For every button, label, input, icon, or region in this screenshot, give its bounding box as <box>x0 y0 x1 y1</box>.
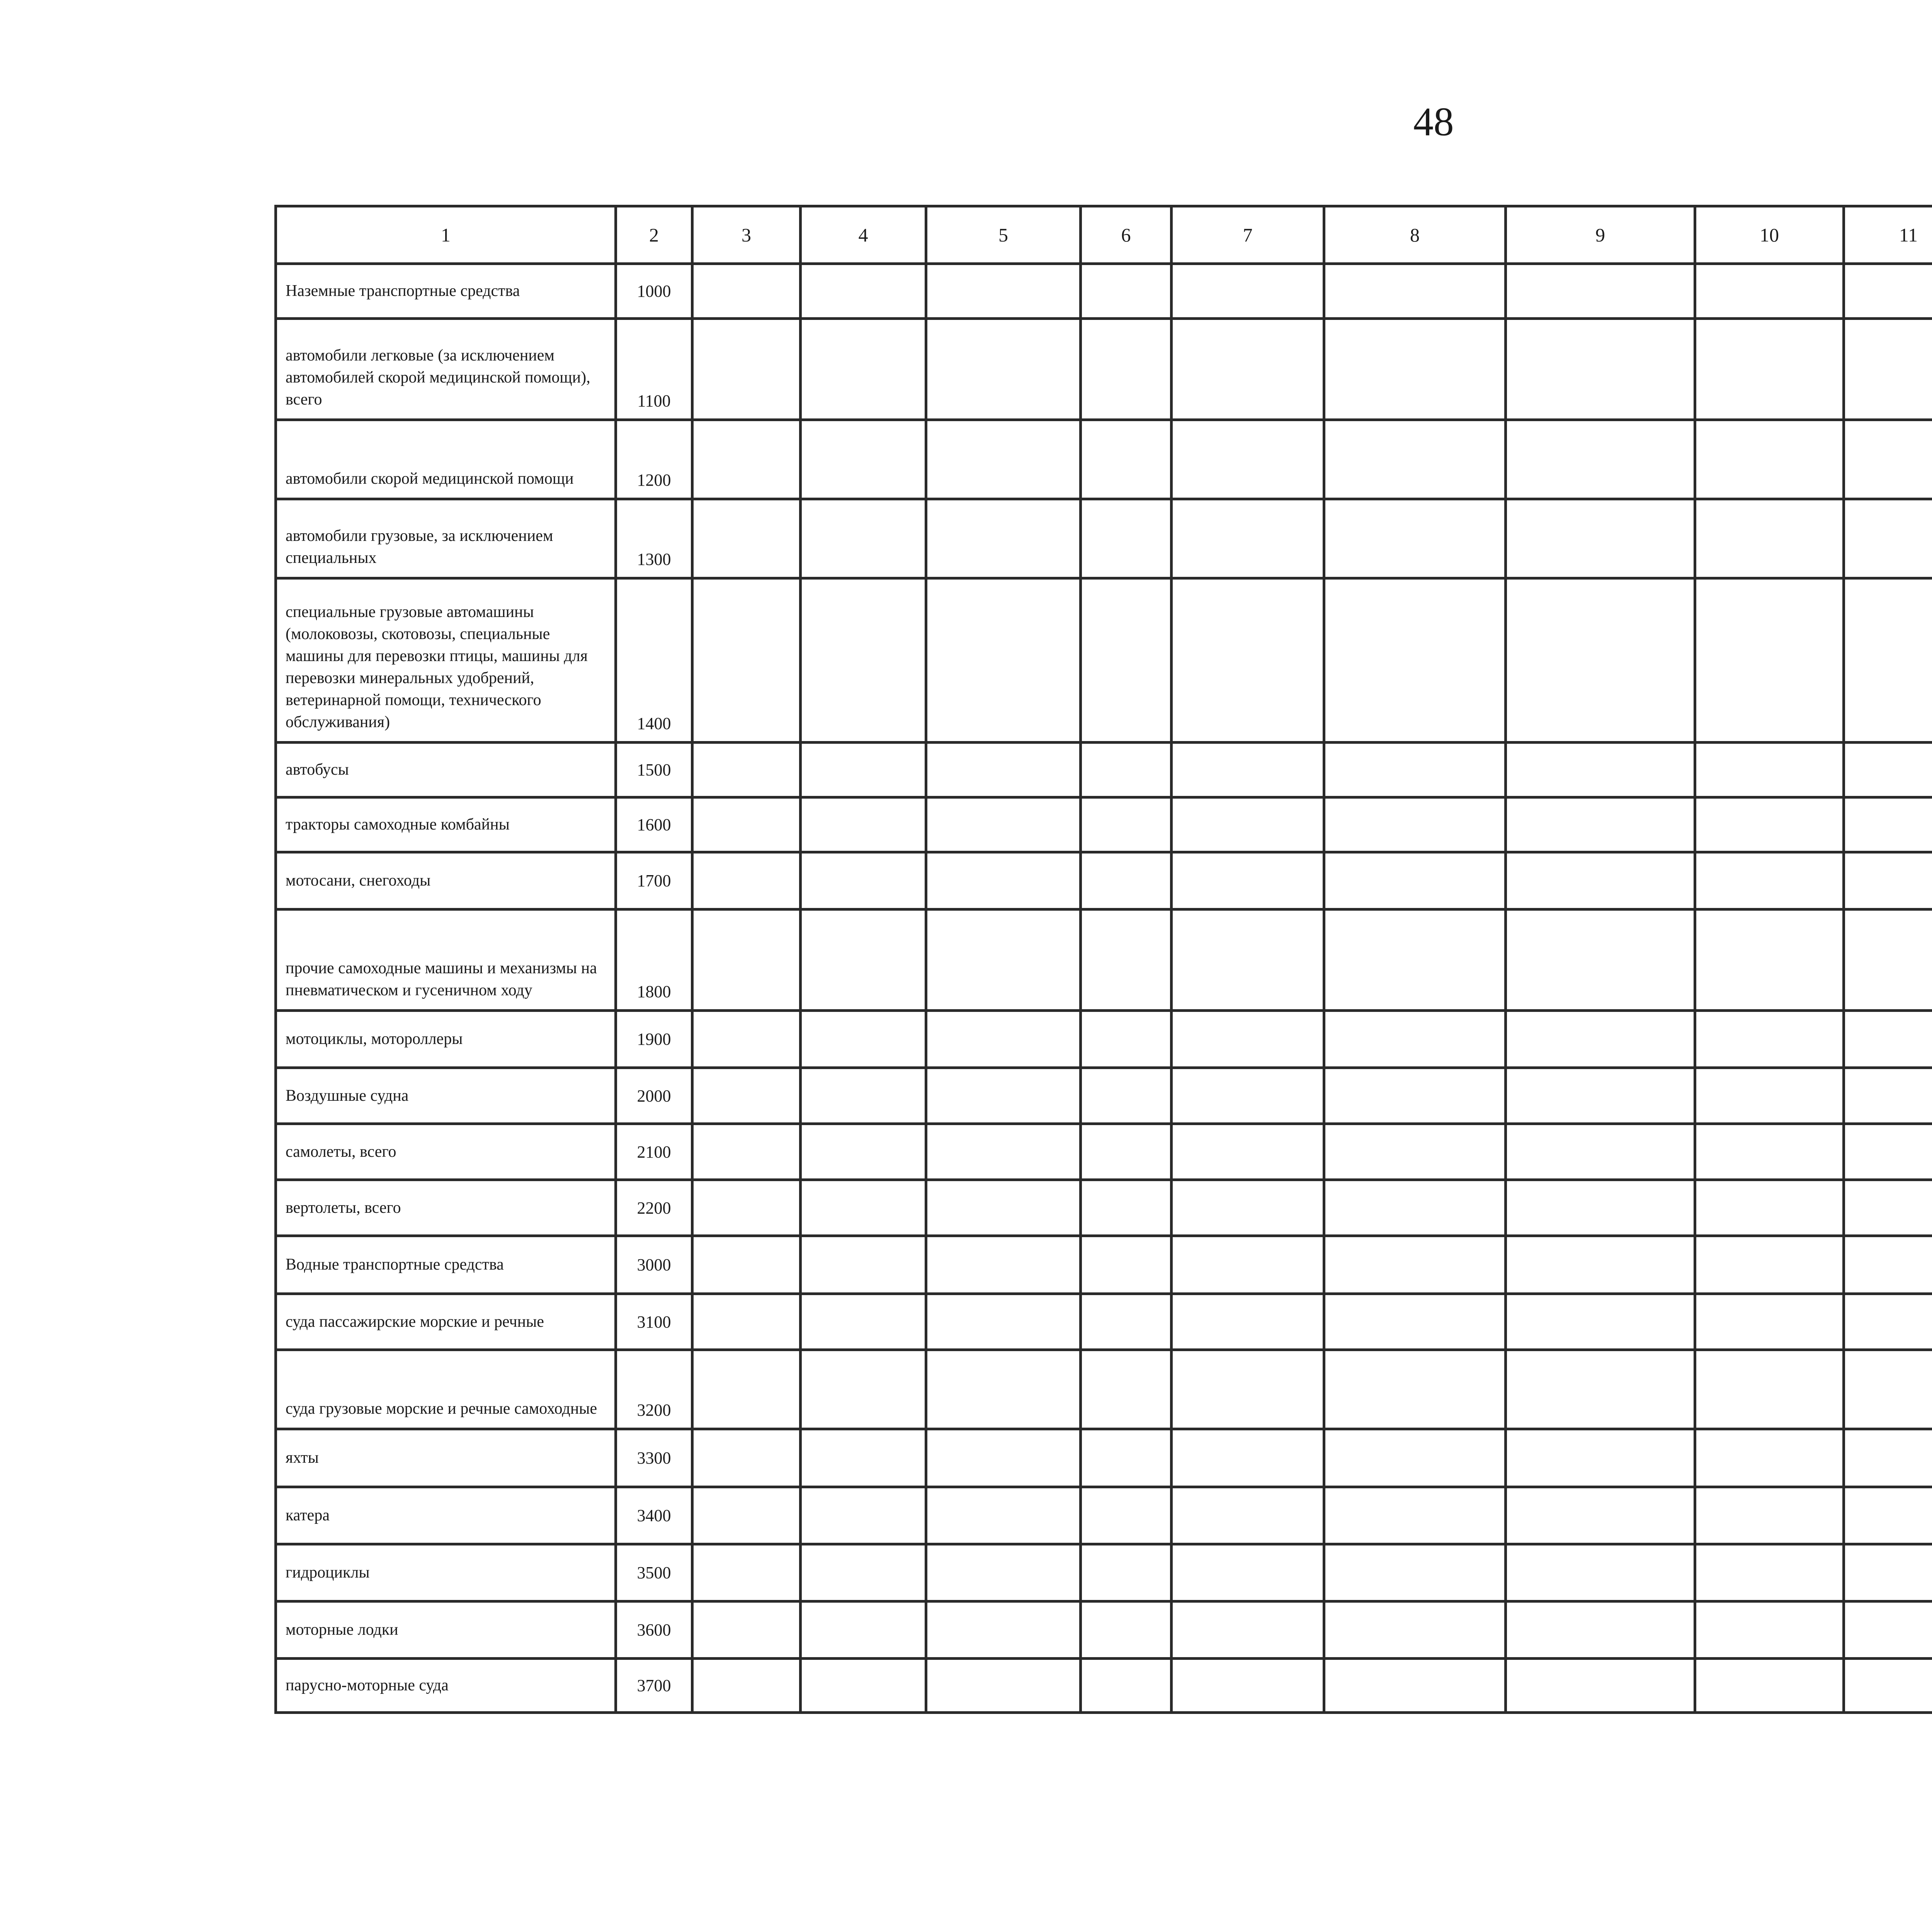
row-code: 1900 <box>616 1011 692 1068</box>
row-label: автомобили легковые (за исключением автомобилей скорой медицинской помощи), всего <box>276 319 616 420</box>
column-header: 11 <box>1844 206 1932 264</box>
table-row <box>276 1350 1932 1429</box>
data-cell <box>1844 852 1932 910</box>
data-cell <box>1081 1659 1172 1713</box>
data-cell <box>1324 1068 1506 1124</box>
data-cell <box>1844 1487 1932 1544</box>
data-cell <box>801 1124 926 1180</box>
data-cell <box>1172 910 1324 1011</box>
data-cell <box>692 1601 801 1659</box>
data-cell <box>692 1544 801 1601</box>
table-row <box>276 852 1932 910</box>
data-cell <box>1324 1601 1506 1659</box>
data-cell <box>1695 1011 1844 1068</box>
column-header: 2 <box>616 206 692 264</box>
data-cell <box>1324 743 1506 797</box>
data-cell <box>926 1350 1081 1429</box>
data-cell <box>1844 1124 1932 1180</box>
data-cell <box>1506 1487 1695 1544</box>
data-cell <box>1695 910 1844 1011</box>
data-cell <box>1695 1294 1844 1350</box>
data-cell <box>926 1544 1081 1601</box>
data-cell <box>926 319 1081 420</box>
data-cell <box>692 1180 801 1236</box>
data-cell <box>1324 1544 1506 1601</box>
form-table-container <box>274 205 1932 1714</box>
row-code: 1700 <box>616 852 692 910</box>
data-cell <box>1172 1180 1324 1236</box>
data-cell <box>801 499 926 578</box>
data-cell <box>1081 1487 1172 1544</box>
data-cell <box>1506 1124 1695 1180</box>
data-cell <box>1324 1180 1506 1236</box>
data-cell <box>1506 319 1695 420</box>
data-cell <box>1324 1294 1506 1350</box>
table-row <box>276 1601 1932 1659</box>
data-cell <box>926 1124 1081 1180</box>
data-cell <box>1695 1350 1844 1429</box>
data-cell <box>801 1659 926 1713</box>
data-cell <box>1324 1011 1506 1068</box>
data-cell <box>1081 1180 1172 1236</box>
column-header: 3 <box>692 206 801 264</box>
data-cell <box>1172 264 1324 319</box>
row-code: 3600 <box>616 1601 692 1659</box>
row-label: Водные транспортные средства <box>276 1236 616 1294</box>
data-cell <box>926 499 1081 578</box>
data-cell <box>1695 743 1844 797</box>
row-code: 3200 <box>616 1350 692 1429</box>
data-cell <box>1324 420 1506 499</box>
data-cell <box>1172 1350 1324 1429</box>
data-cell <box>1081 743 1172 797</box>
data-cell <box>1081 319 1172 420</box>
data-cell <box>1324 910 1506 1011</box>
data-cell <box>1172 1236 1324 1294</box>
form-table-body <box>276 264 1932 1713</box>
data-cell <box>1506 1180 1695 1236</box>
data-cell <box>692 319 801 420</box>
table-row <box>276 910 1932 1011</box>
data-cell <box>1695 852 1844 910</box>
column-header: 1 <box>276 206 616 264</box>
row-code: 1200 <box>616 420 692 499</box>
data-cell <box>1844 1544 1932 1601</box>
data-cell <box>692 797 801 852</box>
data-cell <box>1844 1294 1932 1350</box>
data-cell <box>926 1180 1081 1236</box>
data-cell <box>801 1236 926 1294</box>
data-cell <box>926 1659 1081 1713</box>
row-code: 3100 <box>616 1294 692 1350</box>
data-cell <box>926 578 1081 743</box>
data-cell <box>1506 1294 1695 1350</box>
row-label: яхты <box>276 1429 616 1487</box>
column-header: 4 <box>801 206 926 264</box>
data-cell <box>692 910 801 1011</box>
data-cell <box>801 1544 926 1601</box>
data-cell <box>1506 743 1695 797</box>
data-cell <box>692 264 801 319</box>
data-cell <box>801 319 926 420</box>
row-code: 2000 <box>616 1068 692 1124</box>
table-row <box>276 1659 1932 1713</box>
data-cell <box>1172 1487 1324 1544</box>
row-label: Наземные транспортные средства <box>276 264 616 319</box>
table-row <box>276 1180 1932 1236</box>
data-cell <box>1506 264 1695 319</box>
data-cell <box>692 852 801 910</box>
data-cell <box>1506 499 1695 578</box>
data-cell <box>1695 1601 1844 1659</box>
data-cell <box>801 1429 926 1487</box>
data-cell <box>1695 1236 1844 1294</box>
row-label: автомобили скорой медицинской помощи <box>276 420 616 499</box>
row-code: 3700 <box>616 1659 692 1713</box>
row-code: 3500 <box>616 1544 692 1601</box>
row-code: 3000 <box>616 1236 692 1294</box>
data-cell <box>1172 1294 1324 1350</box>
data-cell <box>926 1429 1081 1487</box>
data-cell <box>1844 1601 1932 1659</box>
table-row <box>276 1236 1932 1294</box>
data-cell <box>1324 499 1506 578</box>
row-code: 3300 <box>616 1429 692 1487</box>
data-cell <box>1844 578 1932 743</box>
data-cell <box>1506 1659 1695 1713</box>
data-cell <box>1081 578 1172 743</box>
data-cell <box>1172 1068 1324 1124</box>
row-code: 1300 <box>616 499 692 578</box>
table-row <box>276 499 1932 578</box>
data-cell <box>692 743 801 797</box>
data-cell <box>1506 1544 1695 1601</box>
data-cell <box>926 1236 1081 1294</box>
data-cell <box>1844 1180 1932 1236</box>
data-cell <box>1695 1487 1844 1544</box>
data-cell <box>1695 499 1844 578</box>
data-cell <box>1324 852 1506 910</box>
data-cell <box>1844 319 1932 420</box>
data-cell <box>1844 1236 1932 1294</box>
data-cell <box>801 1350 926 1429</box>
table-row <box>276 1487 1932 1544</box>
data-cell <box>926 420 1081 499</box>
data-cell <box>692 1429 801 1487</box>
data-cell <box>1506 1429 1695 1487</box>
data-cell <box>1172 1429 1324 1487</box>
data-cell <box>1324 1659 1506 1713</box>
data-cell <box>1172 797 1324 852</box>
data-cell <box>692 1294 801 1350</box>
data-cell <box>1506 1068 1695 1124</box>
table-row <box>276 1544 1932 1601</box>
row-code: 1000 <box>616 264 692 319</box>
data-cell <box>1172 1601 1324 1659</box>
row-label: мотоциклы, мотороллеры <box>276 1011 616 1068</box>
data-cell <box>1081 1068 1172 1124</box>
data-cell <box>1081 1544 1172 1601</box>
table-row <box>276 797 1932 852</box>
data-cell <box>1172 1659 1324 1713</box>
data-cell <box>1695 1124 1844 1180</box>
data-cell <box>1172 319 1324 420</box>
data-cell <box>1506 420 1695 499</box>
column-header: 8 <box>1324 206 1506 264</box>
row-label: моторные лодки <box>276 1601 616 1659</box>
data-cell <box>1081 1601 1172 1659</box>
data-cell <box>692 499 801 578</box>
data-cell <box>801 420 926 499</box>
data-cell <box>801 743 926 797</box>
row-code: 2100 <box>616 1124 692 1180</box>
row-label: парусно-моторные суда <box>276 1659 616 1713</box>
row-label: специальные грузовые автомашины (молоковозы, скотовозы, специальные машины для перевозки птицы, машины для перевозки минеральных удобрений, ветеринарной помощи, технического обслуживания) <box>276 578 616 743</box>
data-cell <box>1324 1350 1506 1429</box>
row-label: автобусы <box>276 743 616 797</box>
data-cell <box>1324 578 1506 743</box>
row-label: автомобили грузовые, за исключением специальных <box>276 499 616 578</box>
data-cell <box>1695 1068 1844 1124</box>
table-row <box>276 578 1932 743</box>
data-cell <box>1172 578 1324 743</box>
data-cell <box>692 1124 801 1180</box>
data-cell <box>1506 797 1695 852</box>
data-cell <box>1172 852 1324 910</box>
data-cell <box>1844 797 1932 852</box>
data-cell <box>1172 420 1324 499</box>
row-label: самолеты, всего <box>276 1124 616 1180</box>
row-code: 1500 <box>616 743 692 797</box>
data-cell <box>1506 1601 1695 1659</box>
table-row <box>276 743 1932 797</box>
data-cell <box>926 1068 1081 1124</box>
data-cell <box>692 420 801 499</box>
data-cell <box>801 578 926 743</box>
data-cell <box>1081 1429 1172 1487</box>
data-cell <box>1324 1487 1506 1544</box>
data-cell <box>1081 1124 1172 1180</box>
table-row <box>276 1124 1932 1180</box>
data-cell <box>692 1236 801 1294</box>
data-cell <box>1172 1544 1324 1601</box>
data-cell <box>1324 1124 1506 1180</box>
data-cell <box>1695 420 1844 499</box>
data-cell <box>1081 797 1172 852</box>
data-cell <box>1844 499 1932 578</box>
data-cell <box>1844 1429 1932 1487</box>
data-cell <box>801 1068 926 1124</box>
column-header: 10 <box>1695 206 1844 264</box>
data-cell <box>1081 264 1172 319</box>
row-label: прочие самоходные машины и механизмы на пневматическом и гусеничном ходу <box>276 910 616 1011</box>
data-cell <box>1844 743 1932 797</box>
data-cell <box>801 1601 926 1659</box>
row-label: вертолеты, всего <box>276 1180 616 1236</box>
data-cell <box>692 1350 801 1429</box>
data-cell <box>1844 264 1932 319</box>
data-cell <box>1324 319 1506 420</box>
data-cell <box>1695 1659 1844 1713</box>
data-cell <box>1506 1236 1695 1294</box>
row-label: гидроциклы <box>276 1544 616 1601</box>
row-code: 1600 <box>616 797 692 852</box>
data-cell <box>801 910 926 1011</box>
data-cell <box>692 1068 801 1124</box>
data-cell <box>801 1294 926 1350</box>
row-code: 2200 <box>616 1180 692 1236</box>
data-cell <box>1695 319 1844 420</box>
data-cell <box>1695 1180 1844 1236</box>
data-cell <box>1081 852 1172 910</box>
data-cell <box>801 852 926 910</box>
row-code: 1100 <box>616 319 692 420</box>
data-cell <box>926 1011 1081 1068</box>
data-cell <box>1081 420 1172 499</box>
data-cell <box>1506 1350 1695 1429</box>
row-code: 1800 <box>616 910 692 1011</box>
page-number: 48 <box>1413 99 1454 144</box>
table-row <box>276 319 1932 420</box>
table-row <box>276 1011 1932 1068</box>
data-cell <box>692 1659 801 1713</box>
data-cell <box>1081 1011 1172 1068</box>
data-cell <box>1506 578 1695 743</box>
data-cell <box>1324 1236 1506 1294</box>
table-row <box>276 1068 1932 1124</box>
table-row <box>276 1429 1932 1487</box>
vehicle-form-table <box>274 205 1932 1714</box>
data-cell <box>1081 910 1172 1011</box>
column-number-row <box>276 206 1932 264</box>
data-cell <box>1172 1011 1324 1068</box>
row-code: 3400 <box>616 1487 692 1544</box>
data-cell <box>1172 499 1324 578</box>
data-cell <box>1506 852 1695 910</box>
row-label: суда грузовые морские и речные самоходные <box>276 1350 616 1429</box>
data-cell <box>1172 1124 1324 1180</box>
data-cell <box>801 797 926 852</box>
data-cell <box>926 1294 1081 1350</box>
data-cell <box>926 852 1081 910</box>
data-cell <box>801 1011 926 1068</box>
column-header: 9 <box>1506 206 1695 264</box>
data-cell <box>801 264 926 319</box>
data-cell <box>1844 1011 1932 1068</box>
data-cell <box>692 578 801 743</box>
data-cell <box>1506 1011 1695 1068</box>
data-cell <box>1695 797 1844 852</box>
data-cell <box>926 910 1081 1011</box>
data-cell <box>1081 499 1172 578</box>
data-cell <box>926 264 1081 319</box>
data-cell <box>1844 420 1932 499</box>
table-row <box>276 420 1932 499</box>
row-code: 1400 <box>616 578 692 743</box>
data-cell <box>1324 797 1506 852</box>
data-cell <box>926 1601 1081 1659</box>
data-cell <box>1695 1544 1844 1601</box>
data-cell <box>1844 1068 1932 1124</box>
data-cell <box>1081 1294 1172 1350</box>
column-header: 7 <box>1172 206 1324 264</box>
row-label: суда пассажирские морские и речные <box>276 1294 616 1350</box>
data-cell <box>1695 578 1844 743</box>
data-cell <box>926 743 1081 797</box>
data-cell <box>1324 264 1506 319</box>
data-cell <box>1324 1429 1506 1487</box>
data-cell <box>1506 910 1695 1011</box>
row-label: мотосани, снегоходы <box>276 852 616 910</box>
data-cell <box>692 1011 801 1068</box>
data-cell <box>1081 1236 1172 1294</box>
data-cell <box>1081 1350 1172 1429</box>
data-cell <box>1695 264 1844 319</box>
data-cell <box>1844 1659 1932 1713</box>
row-label: катера <box>276 1487 616 1544</box>
data-cell <box>801 1487 926 1544</box>
column-header: 6 <box>1081 206 1172 264</box>
data-cell <box>1695 1429 1844 1487</box>
data-cell <box>1844 910 1932 1011</box>
data-cell <box>1172 743 1324 797</box>
data-cell <box>692 1487 801 1544</box>
data-cell <box>926 1487 1081 1544</box>
data-cell <box>926 797 1081 852</box>
table-row <box>276 1294 1932 1350</box>
row-label: Воздушные судна <box>276 1068 616 1124</box>
data-cell <box>801 1180 926 1236</box>
data-cell <box>1844 1350 1932 1429</box>
table-row <box>276 264 1932 319</box>
column-header: 5 <box>926 206 1081 264</box>
row-label: тракторы самоходные комбайны <box>276 797 616 852</box>
